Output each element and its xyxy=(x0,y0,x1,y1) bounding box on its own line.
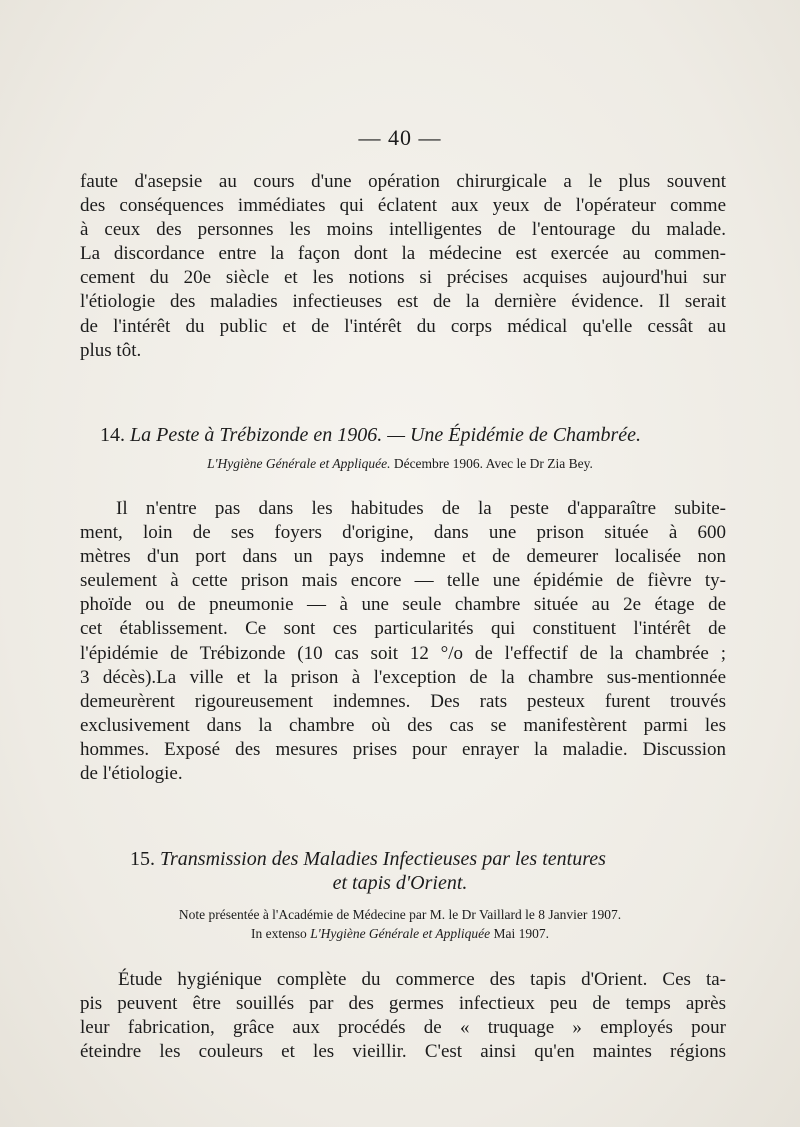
section-15-title-line1: Transmission des Maladies Infectieuses par les tentures xyxy=(160,848,606,870)
section-15-title-line2: et tapis d'Orient. xyxy=(332,872,468,894)
section-15-number: 15. xyxy=(130,848,155,870)
intro-line: des conséquences immédiates qui éclatent aux yeux de l'opérateur comme xyxy=(80,195,726,217)
section-14-line: de l'étiologie. xyxy=(80,763,183,785)
intro-line: plus tôt. xyxy=(80,339,142,361)
section-14-line: hommes. Exposé des mesures prises pour enrayer la maladie. Discussion xyxy=(80,738,726,760)
section-15-line: pis peuvent être souillés par des germes infectieux peu de temps après xyxy=(80,993,726,1015)
section-14-journal: L'Hygiène Générale et Appliquée. xyxy=(207,456,391,471)
section-14-title: La Peste à Trébizonde en 1906. — Une Épidémie de Chambrée. xyxy=(130,424,642,446)
section-15-line: éteindre les couleurs et les vieillir. C'est ainsi qu'en maintes régions xyxy=(80,1041,726,1063)
section-15-line: Étude hygiénique complète du commerce des tapis d'Orient. Ces ta- xyxy=(118,969,726,990)
section-15-line: leur fabrication, grâce aux procédés de « truquage » employés pour xyxy=(80,1017,726,1039)
section-14-line: seulement à cette prison mais encore — telle une épidémie de fièvre ty- xyxy=(80,570,726,592)
section-14-line: l'épidémie de Trébizonde (10 cas soit 12 °/o de l'effectif de la chambrée ; xyxy=(80,642,726,664)
intro-line: à ceux des personnes les moins intelligentes de l'entourage du malade. xyxy=(80,219,726,241)
section-15-source-line2 xyxy=(0,924,800,943)
section-15-heading-continued xyxy=(0,870,800,896)
section-14-line: exclusivement dans la chambre où des cas se manifestèrent parmi les xyxy=(80,714,726,736)
section-14-line: ment, loin de ses foyers d'origine, dans une prison située à 600 xyxy=(80,522,726,544)
section-14-heading xyxy=(0,422,800,448)
intro-paragraph xyxy=(80,170,726,363)
section-14-line: 3 décès).La ville et la prison à l'exception de la chambre sus-mentionnée xyxy=(80,666,726,688)
section-14-paragraph xyxy=(80,497,726,786)
intro-line: La discordance entre la façon dont la médecine est exercée au commen- xyxy=(80,243,726,265)
intro-line: l'étiologie des maladies infectieuses est de la dernière évidence. Il serait xyxy=(80,291,726,313)
section-15-heading xyxy=(0,846,800,872)
section-14-source xyxy=(0,454,800,473)
intro-line: cement du 20e siècle et les notions si précises acquises aujourd'hui sur xyxy=(80,267,726,289)
intro-line: de l'intérêt du public et de l'intérêt du corps médical qu'elle cessât au xyxy=(80,315,726,337)
section-14-line: demeurèrent rigoureusement indemnes. Des rats pesteux furent trouvés xyxy=(80,690,726,712)
section-15-source-prefix: In extenso xyxy=(250,926,311,941)
intro-line: faute d'asepsie au cours d'une opération chirurgicale a le plus souvent xyxy=(80,171,726,192)
section-15-source xyxy=(0,905,800,943)
section-14-source-details: Décembre 1906. Avec le Dr Zia Bey. xyxy=(390,456,593,471)
section-15-source-line1: Note présentée à l'Académie de Médecine par M. le Dr Vaillard le 8 Janvier 1907. xyxy=(178,907,622,922)
section-14-number: 14. xyxy=(100,424,125,446)
section-15-journal: L'Hygiène Générale et Appliquée xyxy=(310,926,491,941)
section-14-line: mètres d'un port dans un pays indemne et de demeurer localisée non xyxy=(80,546,726,568)
section-14-line: phoïde ou de pneumonie — à une seule chambre située au 2e étage de xyxy=(80,594,726,616)
section-15-source-date: Mai 1907. xyxy=(490,926,550,941)
section-14-line: cet établissement. Ce sont ces particularités qui constituent l'intérêt de xyxy=(80,618,726,640)
page-number: — 40 — xyxy=(358,125,442,150)
section-14-line: Il n'entre pas dans les habitudes de la peste d'apparaître subite- xyxy=(116,498,726,519)
section-15-paragraph xyxy=(80,968,726,1064)
